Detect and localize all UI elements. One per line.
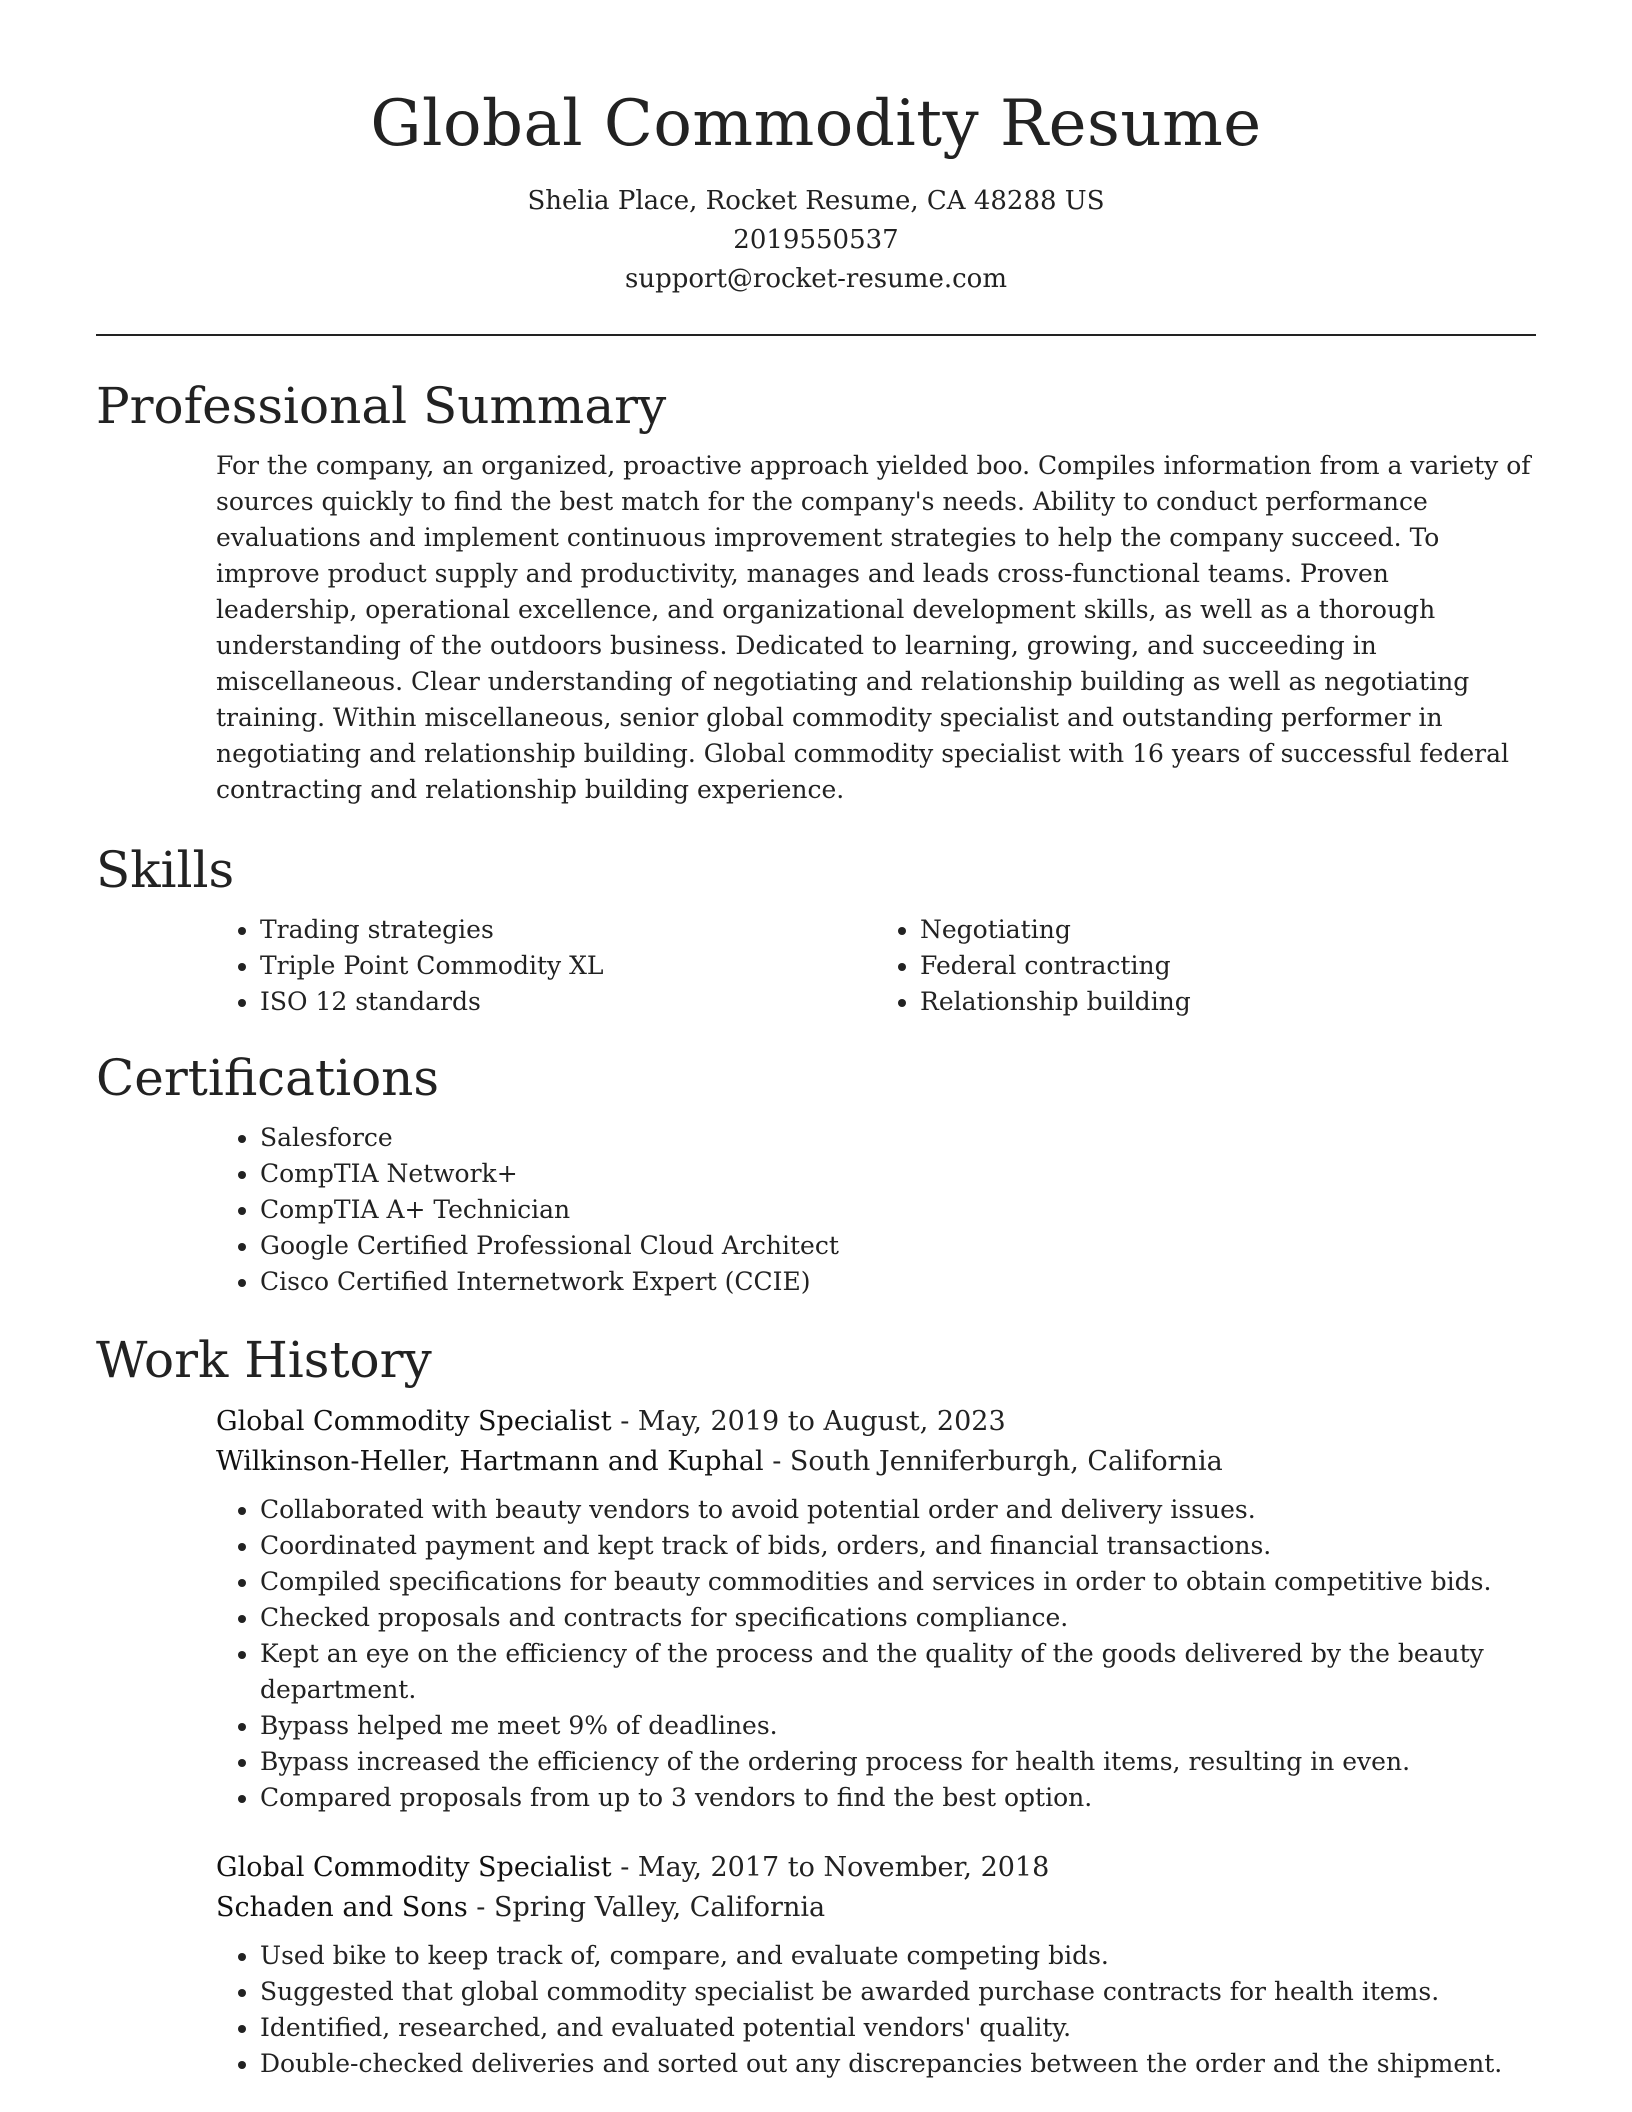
job-bullet: • Coordinated payment and kept track of bids, orders, and financial transactions. [260,1528,1536,1564]
resume-header [96,80,1536,299]
job-bullet: • Double-checked deliveries and sorted out any discrepancies between the order and the shipment. [260,2046,1536,2082]
job-bullet: • Used bike to keep track of, compare, and evaluate competing bids. [260,1938,1536,1974]
job-bullet: • Kept an eye on the efficiency of the process and the quality of the goods delivered by the beauty department. [260,1636,1536,1708]
job-dates: - May, 2019 to August, 2023 [611,1406,1006,1437]
job-company: Wilkinson-Heller, Hartmann and Kuphal [216,1446,764,1477]
certification-item: • CompTIA A+ Technician [260,1192,1536,1228]
resume-title: Global Commodity Resume [370,87,1262,161]
job-bullet: • Bypass helped me meet 9% of deadlines. [260,1708,1536,1744]
job-dates: - May, 2017 to November, 2018 [611,1852,1050,1883]
certifications-section [96,1048,1536,1300]
section-title-summary: Professional Summary [96,377,667,435]
job-bullet: • Identified, researched, and evaluated potential vendors' quality. [260,2010,1536,2046]
skill-item: • Trading strategies [260,912,876,948]
header-divider [96,334,1536,336]
job-role: Global Commodity Specialist [216,1406,612,1437]
certification-item: • CompTIA Network+ [260,1156,1536,1192]
job-company-line [216,1888,1536,1928]
job-entry [216,1848,1536,2082]
job-location: - South Jenniferburgh, California [763,1446,1223,1477]
section-title-skills: Skills [96,841,235,899]
skills-list-right [876,912,1536,1020]
skills-section [96,840,1536,1020]
job-bullet-list [216,1492,1536,1816]
job-entry [216,1402,1536,1816]
certifications-list [216,1120,1536,1300]
job-bullet: • Suggested that global commodity specialist be awarded purchase contracts for health items. [260,1974,1536,2010]
contact-email: support@rocket-resume.com [624,264,1007,294]
certification-item: • Salesforce [260,1120,1536,1156]
contact-address: Shelia Place, Rocket Resume, CA 48288 US [527,186,1105,216]
section-title-work-history: Work History [96,1331,432,1389]
summary-text: For the company, an organized, proactive approach yielded boo. Compiles information from a variety of sources quickly to find the best match for the company's needs. Ability to conduct performance evaluations and implement continuous improvement strategies to help the company succeed. To improve product supply and productivity, manages and leads cross-functional teams. Proven leadership, operational excellence, and organizational development skills, as well as a thorough understanding of the outdoors business. Dedicated to learning, growing, and succeeding in miscellaneous. Clear understanding of negotiating and relationship building as well as negotiating training. Within miscellaneous, senior global commodity specialist and outstanding performer in negotiating and relationship building. Global commodity specialist with 16 years of successful federal contracting and relationship building experience. [216,451,1531,804]
job-bullet: • Compiled specifications for beauty commodities and services in order to obtain competitive bids. [260,1564,1536,1600]
skill-item: • ISO 12 standards [260,984,876,1020]
job-bullet: • Bypass increased the efficiency of the ordering process for health items, resulting in even. [260,1744,1536,1780]
job-title-line [216,1848,1536,1888]
skill-item: • Triple Point Commodity XL [260,948,876,984]
job-company: Schaden and Sons [216,1892,468,1923]
job-bullet: • Collaborated with beauty vendors to avoid potential order and delivery issues. [260,1492,1536,1528]
skill-item: • Relationship building [920,984,1536,1020]
skill-item: • Negotiating [920,912,1536,948]
skills-list-left [216,912,876,1020]
professional-summary-section [96,376,1536,808]
section-title-certifications: Certifications [96,1049,440,1107]
job-company-line [216,1442,1536,1482]
certification-item: • Cisco Certified Internetwork Expert (CCIE) [260,1264,1536,1300]
job-role: Global Commodity Specialist [216,1852,612,1883]
job-bullet: • Checked proposals and contracts for specifications compliance. [260,1600,1536,1636]
contact-phone: 2019550537 [733,225,899,255]
certification-item: • Google Certified Professional Cloud Architect [260,1228,1536,1264]
job-bullet: • Compared proposals from up to 3 vendors to find the best option. [260,1780,1536,1816]
job-title-line [216,1402,1536,1442]
job-bullet-list [216,1938,1536,2082]
work-history-section [96,1330,1536,2082]
skill-item: • Federal contracting [920,948,1536,984]
job-location: - Spring Valley, California [467,1892,826,1923]
